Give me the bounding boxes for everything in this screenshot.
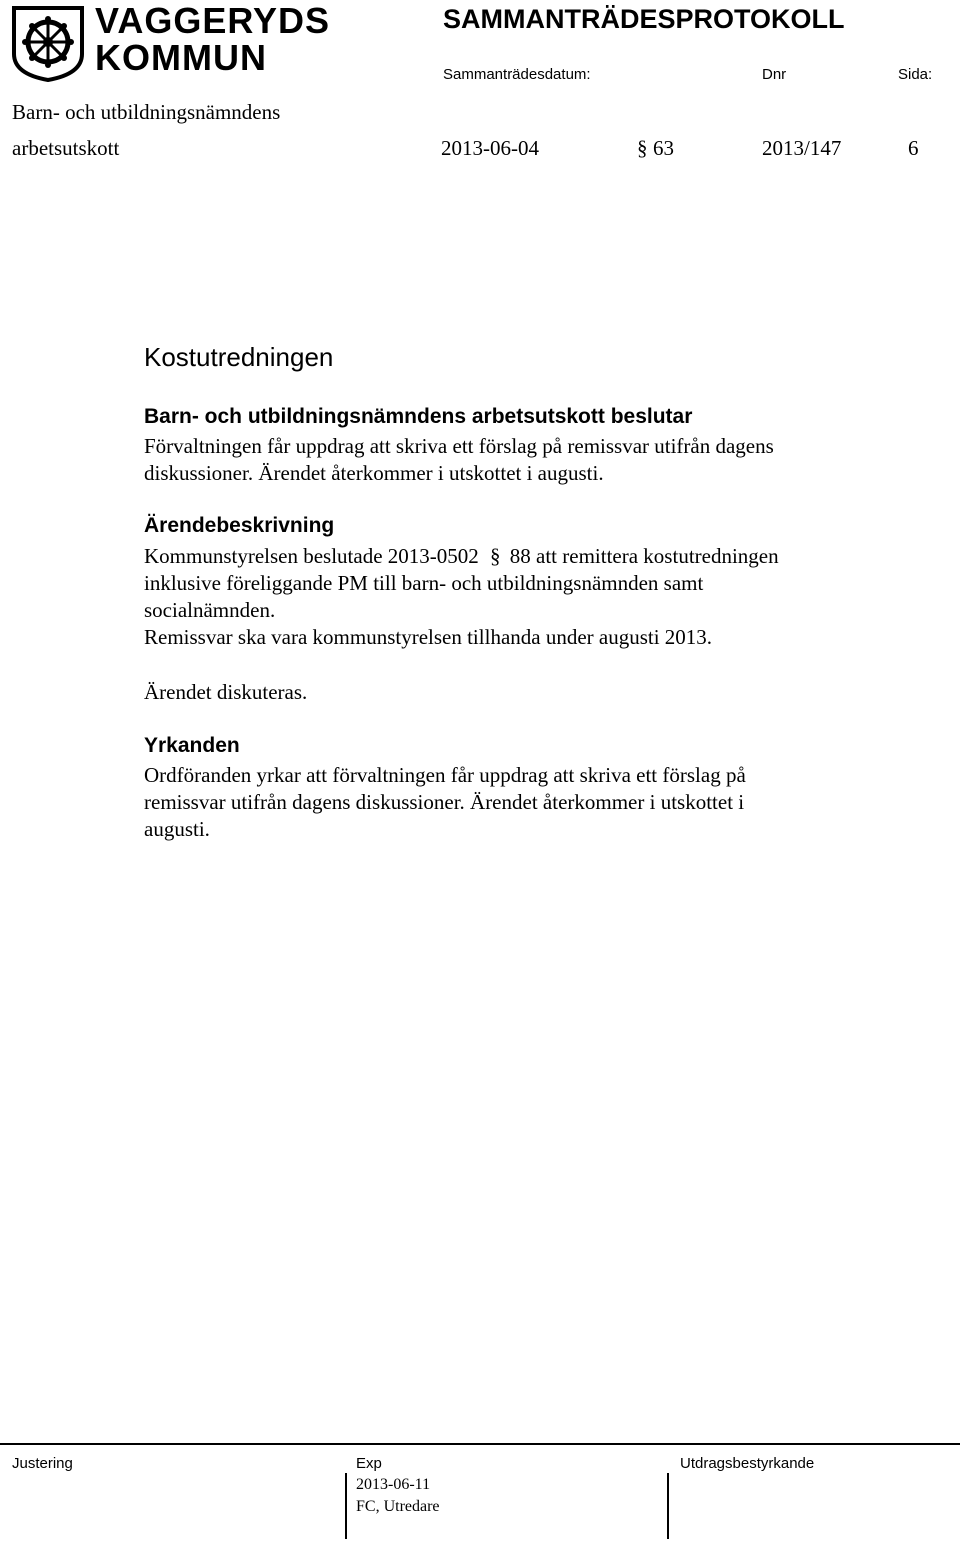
meeting-date: 2013-06-04 — [441, 136, 539, 160]
decision-text-line: diskussioner. Ärendet återkommer i utskottet i augusti. — [144, 461, 604, 485]
justering-label: Justering — [12, 1455, 73, 1472]
section-number: 63 — [653, 136, 674, 160]
claims-text-line: remissvar utifrån dagens diskussioner. Ärendet återkommer i utskottet i — [144, 790, 745, 814]
dnr-value: 2013/147 — [762, 136, 842, 160]
committee-name-line1: Barn- och utbildningsnämndens — [12, 100, 281, 124]
description-text-line: socialnämnden. — [144, 598, 276, 622]
section-symbol: § — [490, 544, 501, 568]
exp-recipient: FC, Utredare — [356, 1498, 440, 1515]
description-text-part: 88 att remittera kostutredningen — [509, 544, 779, 568]
description-text-line: inklusive föreliggande PM till barn- och utbildningsnämnden samt — [144, 571, 704, 595]
discussion-note: Ärendet diskuteras. — [144, 680, 308, 704]
municipality-logo — [12, 6, 84, 82]
exp-date: 2013-06-11 — [356, 1476, 431, 1493]
section-symbol: § — [637, 136, 648, 160]
description-text-line: Remissvar ska vara kommunstyrelsen tillhanda under augusti 2013. — [144, 625, 713, 649]
signature-divider — [345, 1473, 347, 1539]
dnr-label: Dnr — [762, 66, 787, 83]
description-text-line — [144, 543, 779, 570]
footer-rule — [0, 1443, 960, 1445]
claims-text-line: augusti. — [144, 817, 210, 841]
matter-title: Kostutredningen — [144, 342, 334, 372]
logo-wordmark — [95, 2, 330, 76]
page-label: Sida: — [898, 66, 933, 83]
exp-label: Exp — [356, 1455, 382, 1472]
claims-text-line: Ordföranden yrkar att förvaltningen får uppdrag att skriva ett förslag på — [144, 763, 746, 787]
document-title: SAMMANTRÄDESPROTOKOLL — [443, 4, 845, 34]
signature-divider — [667, 1473, 669, 1539]
meeting-date-label: Sammanträdesdatum: — [443, 66, 591, 83]
claims-heading: Yrkanden — [144, 734, 240, 757]
committee-name-line2: arbetsutskott — [12, 136, 120, 160]
logo-wordmark-line1: VAGGERYDS — [95, 0, 331, 41]
extract-certification-label: Utdragsbestyrkande — [680, 1455, 815, 1472]
description-heading: Ärendebeskrivning — [144, 514, 335, 537]
description-text-part: Kommunstyrelsen beslutade 2013-0502 — [144, 544, 479, 568]
logo-wordmark-line2: KOMMUN — [95, 37, 267, 78]
decision-text-line: Förvaltningen får uppdrag att skriva ett förslag på remissvar utifrån dagens — [144, 434, 774, 458]
decision-heading: Barn- och utbildningsnämndens arbetsutskott beslutar — [144, 405, 693, 428]
page-number: 6 — [908, 136, 919, 160]
